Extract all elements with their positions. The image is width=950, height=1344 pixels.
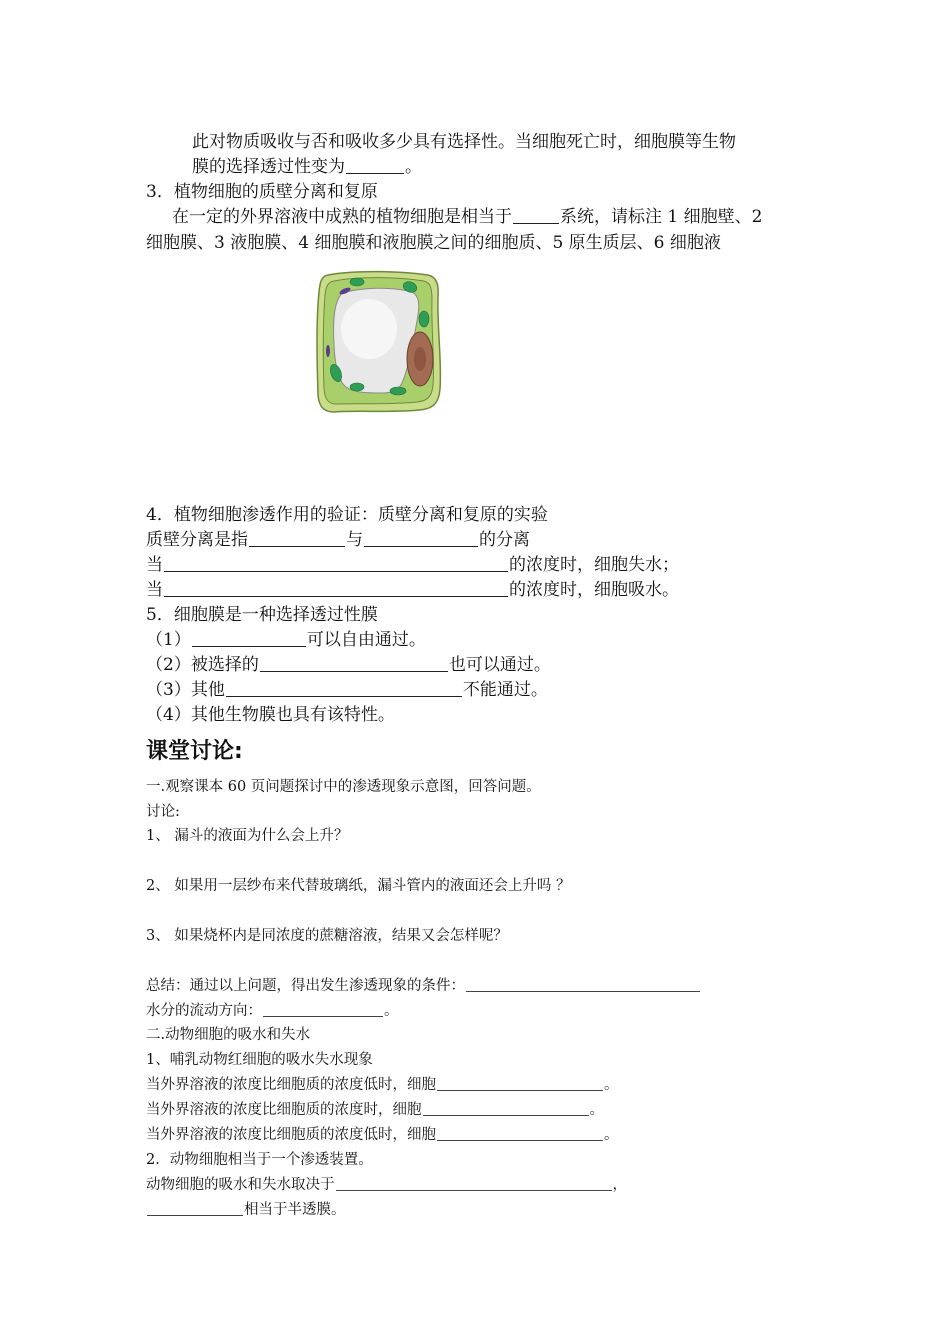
answer-blank[interactable] [437, 1089, 603, 1091]
answer-blank[interactable] [226, 695, 462, 697]
flow-direction-line: 水分的流动方向： 。 [146, 1003, 399, 1019]
question-intro: 一.观察课本 60 页问题探讨中的渗透现象示意图，回答问题。 [146, 779, 541, 795]
answer-blank[interactable] [513, 222, 559, 224]
question-3: 3、 如果烧杯内是同浓度的蔗糖溶液，结果又会怎样呢？ [146, 928, 508, 944]
red-cell-row: 当外界溶液的浓度比细胞质的浓度低时，细胞 。 [146, 1127, 619, 1143]
answer-blank[interactable] [164, 595, 508, 597]
list-item: （3）其他 不能通过。 [146, 680, 548, 700]
water-loss-condition: 当 的浓度时，细胞失水； [146, 555, 679, 575]
summary-line: 总结：通过以上问题，得出发生渗透现象的条件： [146, 974, 701, 995]
depends-line: 动物细胞的吸水和失水取决于 ， [146, 1177, 627, 1193]
section-5-title: 5．细胞膜是一种选择透过性膜 [146, 605, 378, 625]
chloroplast [350, 383, 364, 391]
list-item: （4）其他生物膜也具有该特性。 [146, 705, 395, 725]
question-1: 1、 漏斗的液面为什么会上升？ [146, 828, 349, 844]
mitochondrion [326, 345, 330, 357]
section-3-title: 3．植物细胞的质壁分离和复原 [146, 182, 378, 202]
answer-blank[interactable] [346, 172, 404, 174]
answer-blank[interactable] [192, 645, 306, 647]
question-2: 2、 如果用一层纱布来代替玻璃纸，漏斗管内的液面还会上升吗 ？ [146, 878, 571, 894]
subsection-title: 2．动物细胞相当于一个渗透装置。 [146, 1152, 373, 1168]
answer-blank[interactable] [260, 670, 448, 672]
vacuole-highlight [341, 299, 397, 359]
subsection-title: 1、哺乳动物红细胞的吸水失水现象 [146, 1052, 373, 1068]
plant-cell-figure [314, 267, 454, 417]
answer-blank[interactable] [336, 1189, 612, 1191]
list-item: （1） 可以自由通过。 [146, 630, 426, 650]
answer-blank[interactable] [466, 990, 700, 992]
red-cell-row: 当外界溶液的浓度比细胞质的浓度时，细胞 。 [146, 1102, 604, 1118]
section-4-title: 4．植物细胞渗透作用的验证：质壁分离和复原的实验 [146, 505, 548, 525]
section-animal-title: 二.动物细胞的吸水和失水 [146, 1027, 311, 1043]
discussion-label: 讨论: [146, 804, 180, 820]
membrane-text-line: 膜的选择透过性变为 。 [192, 157, 422, 177]
answer-blank[interactable] [249, 545, 345, 547]
answer-blank[interactable] [423, 1114, 589, 1116]
answer-blank[interactable] [164, 570, 508, 572]
list-item: （2）被选择的 也可以通过。 [146, 655, 551, 675]
water-gain-condition: 当 的浓度时，细胞吸水。 [146, 580, 679, 600]
chloroplast [419, 311, 429, 327]
discussion-heading: 课堂讨论: [146, 739, 243, 764]
membrane-text-line: 此对物质吸收与否和吸收多少具有选择性。当细胞死亡时，细胞膜等生物 [192, 132, 736, 152]
answer-blank[interactable] [147, 1214, 243, 1216]
red-cell-row: 当外界溶液的浓度比细胞质的浓度低时，细胞 。 [146, 1077, 619, 1093]
nucleolus [414, 347, 426, 371]
plasmolysis-definition: 质壁分离是指 与 的分离 [146, 530, 530, 550]
answer-blank[interactable] [437, 1139, 603, 1141]
section-3-paragraph: 在一定的外界溶液中成熟的植物细胞是相当于 系统，请标注 1 细胞壁、2 [172, 207, 763, 227]
membrane-line: 相当于半透膜。 [146, 1198, 346, 1219]
answer-blank[interactable] [364, 545, 478, 547]
chloroplast [390, 387, 406, 395]
section-3-paragraph: 细胞膜、3 液胞膜、4 细胞膜和液胞膜之间的细胞质、5 原生质层、6 细胞液 [146, 233, 721, 253]
chloroplast [350, 278, 364, 286]
answer-blank[interactable] [263, 1015, 383, 1017]
